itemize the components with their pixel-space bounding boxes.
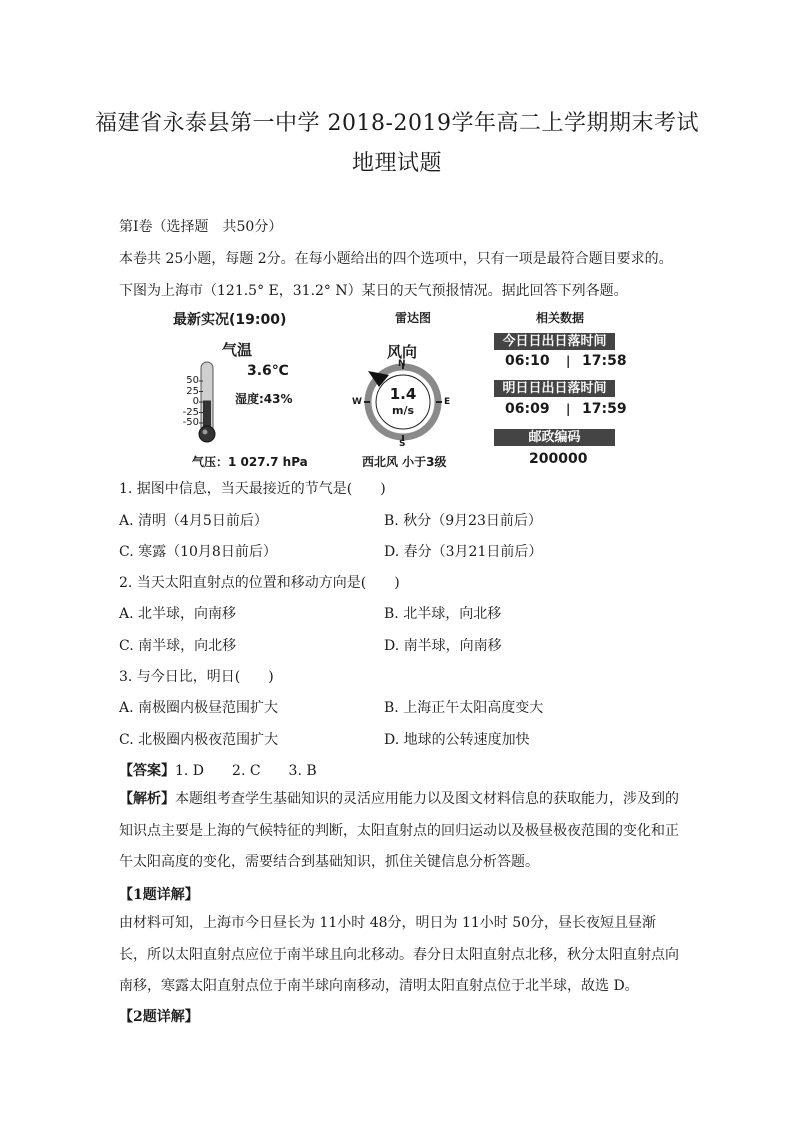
wind-direction-label: 风向 (387, 343, 418, 361)
analysis-label: 【解析】 (119, 791, 175, 807)
compass-east: E (444, 397, 451, 407)
question-2-stem: 2. 当天太阳直射点的位置和移动方向是( ) (119, 575, 400, 591)
analysis-paragraph (119, 784, 679, 879)
question-3-stem: 3. 与今日比，明日( ) (119, 669, 274, 685)
tomorrow-separator: | (566, 402, 571, 416)
wind-speed-unit: m/s (391, 404, 415, 417)
radar-header: 雷达图 (395, 311, 432, 325)
question-1-option-a: A. 清明（4月5日前后） (119, 513, 268, 529)
question-1-stem: 1. 据图中信息，当天最接近的节气是( ) (119, 481, 386, 497)
question-1-option-c: C. 寒露（10月8日前后） (119, 544, 277, 560)
weather-figure (165, 305, 635, 473)
question-lead: 下图为上海市（121.5° E，31.2° N）某日的天气预报情况。据此回答下列各题。 (119, 283, 628, 299)
today-sun-times-header: 今日日出日落时间 (494, 333, 615, 350)
today-separator: | (566, 354, 571, 368)
temperature-label: 气温 (222, 341, 253, 359)
thermometer-bulb (199, 426, 215, 442)
detail-1-heading: 【1题详解】 (119, 887, 199, 903)
air-pressure: 气压：1 027.7 hPa (192, 455, 308, 469)
detail-1-paragraph: 由材料可知，上海市今日昼长为 11小时 48分，明日为 11小时 50分，昼长夜短且昼渐长，所以太阳直射点应位于南半球且向北移动。春分日太阳直射点北移，秋分太阳直射点向南移，寒露太阳直射点位于南半球向南移动，清明太阳直射点位于北半球，故选 D。 (119, 915, 679, 994)
thermometer-icon (199, 362, 215, 442)
temperature-scale-label: 25 (186, 385, 199, 397)
section-heading: 第Ⅰ卷（选择题 共50分） (119, 219, 283, 235)
temperature-scale-label: -25 (182, 406, 199, 418)
postcode-value: 200000 (529, 451, 588, 467)
temperature-scale-label: 50 (186, 375, 199, 386)
tomorrow-sun-times-header: 明日日出日落时间 (494, 380, 615, 397)
question-3-option-d: D. 地球的公转速度加快 (384, 732, 530, 748)
instructions: 本卷共 25小题，每题 2分。在每小题给出的四个选项中，只有一项是最符合题目要求的。 (119, 251, 673, 267)
tomorrow-sunset: 17:59 (582, 401, 627, 417)
answer-text: 1. D 2. C 3. B (175, 763, 317, 779)
question-2-option-a: A. 北半球，向南移 (119, 606, 237, 622)
answer-line (119, 760, 317, 780)
question-1-option-d: D. 春分（3月21日前后） (384, 544, 543, 560)
document-subtitle: 地理试题 (351, 151, 442, 176)
question-2-option-d: D. 南半球，向南移 (384, 638, 502, 654)
tomorrow-sunrise: 06:09 (505, 401, 550, 417)
question-3-option-b: B. 上海正午太阳高度变大 (384, 700, 544, 716)
temperature-scale-label: -50 (182, 417, 199, 428)
related-data-header: 相关数据 (536, 311, 585, 325)
today-sunset: 17:58 (582, 353, 627, 369)
today-sunrise: 06:10 (505, 353, 550, 369)
wind-description: 西北风 小于3级 (362, 455, 447, 469)
humidity-value: 湿度:43% (235, 392, 293, 406)
thermometer-bulb-highlight (203, 430, 208, 435)
question-3-option-a: A. 南极圈内极昼范围扩大 (119, 700, 279, 716)
live-conditions-header: 最新实况(19:00) (173, 312, 287, 328)
compass-north: N (398, 359, 406, 369)
answer-label: 【答案】 (119, 763, 175, 779)
question-2-option-b: B. 北半球，向北移 (384, 606, 502, 622)
document-title: 福建省永泰县第一中学 2018-2019学年高二上学期期末考试 (95, 111, 699, 136)
compass-south: S (399, 439, 406, 449)
temperature-value: 3.6℃ (247, 363, 289, 379)
postcode-header: 邮政编码 (494, 429, 615, 446)
wind-speed-value: 1.4 (389, 385, 417, 403)
detail-2-heading: 【2题详解】 (119, 1009, 199, 1025)
temperature-scale-label: 0 (192, 396, 199, 407)
question-1-option-b: B. 秋分（9月23日前后） (384, 513, 542, 529)
compass-west: W (352, 397, 362, 407)
analysis-text: 本题组考查学生基础知识的灵活应用能力以及图文材料信息的获取能力，涉及到的知识点主要是上海的气候特征的判断，太阳直射点的回归运动以及极昼极夜范围的变化和正午太阳高度的变化，需要结合到基础知识，抓住关键信息分析答题。 (119, 791, 679, 870)
question-3-option-c: C. 北极圈内极夜范围扩大 (119, 732, 279, 748)
question-2-option-c: C. 南半球，向北移 (119, 638, 237, 654)
